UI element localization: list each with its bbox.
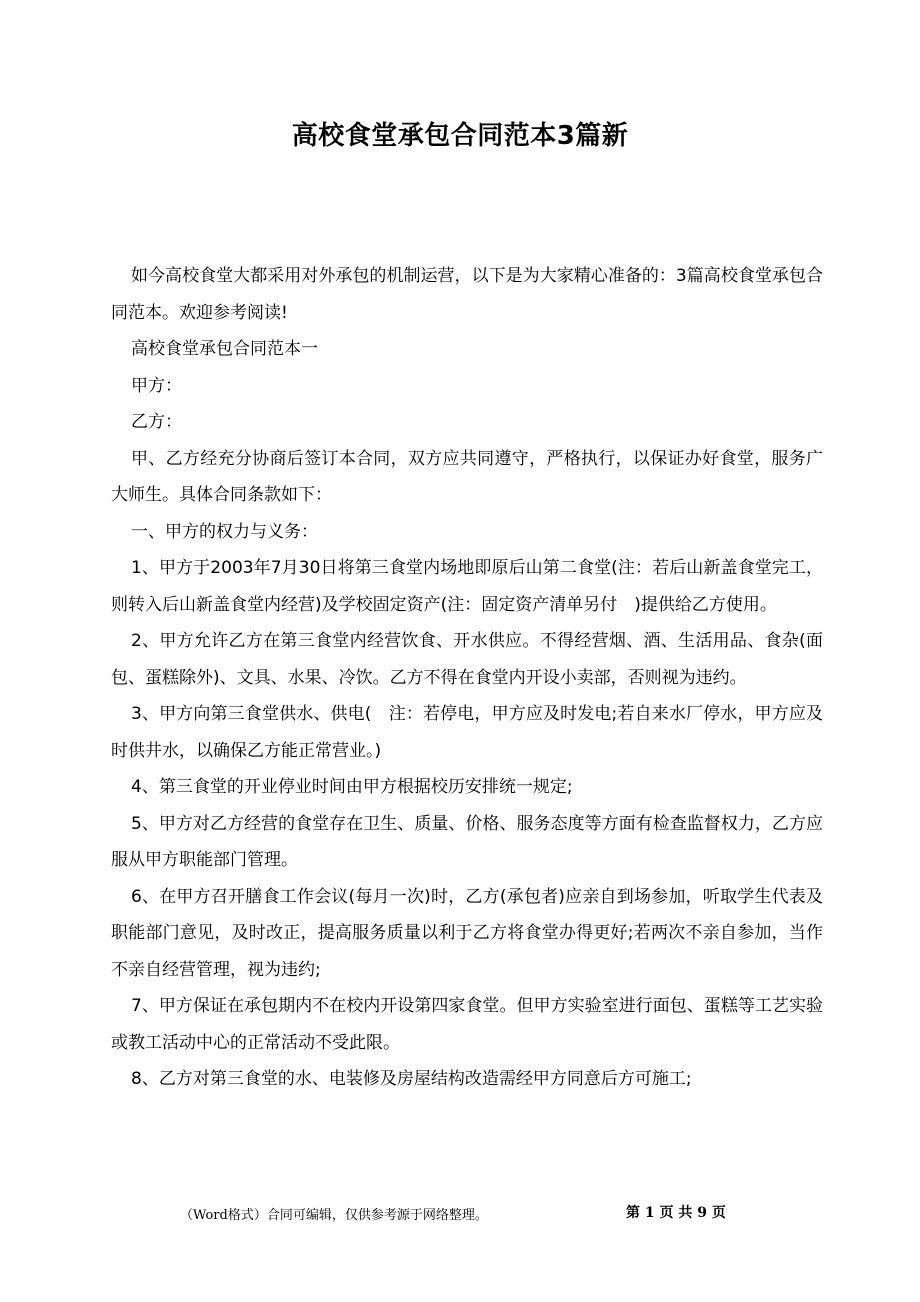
paragraph-clause-2: 2、甲方允许乙方在第三食堂内经营饮食、开水供应。不得经营烟、酒、生活用品、食杂(面包、蛋糕除外)、文具、水果、冷饮。乙方不得在食堂内开设小卖部，否则视为违约。	[111, 631, 823, 688]
document-body	[111, 258, 823, 1098]
paragraph-party-b: 乙方：	[131, 412, 182, 432]
paragraph-clause-1: 1、甲方于2003年7月30日将第三食堂内场地即原后山第二食堂(注：若后山新盖食堂完工，则转入后山新盖食堂内经营)及学校固定资产(注：固定资产清单另付 )提供给乙方使用。	[111, 558, 823, 615]
paragraph-section-heading: 高校食堂承包合同范本一	[131, 339, 318, 359]
footer-note: （Word格式）合同可编辑，仅供参考源于网络整理。	[180, 1208, 488, 1223]
paragraph-clause-6: 6、在甲方召开膳食工作会议(每月一次)时，乙方(承包者)应亲自到场参加，听取学生代表及职能部门意见，及时改正，提高服务质量以利于乙方将食堂办得更好;若两次不亲自参加，当作不亲自经营管理，视为违约;	[111, 886, 823, 980]
paragraph-intro: 如今高校食堂大都采用对外承包的机制运营，以下是为大家精心准备的：3篇高校食堂承包合同范本。欢迎参考阅读!	[111, 266, 823, 323]
paragraph-clause-heading: 一、甲方的权力与义务：	[131, 521, 318, 542]
paragraph-preamble: 甲、乙方经充分协商后签订本合同，双方应共同遵守，严格执行，以保证办好食堂，服务广大师生。具体合同条款如下：	[111, 448, 823, 505]
paragraph-clause-3: 3、甲方向第三食堂供水、供电( 注：若停电，甲方应及时发电;若自来水厂停水，甲方应及时供井水，以确保乙方能正常营业。)	[111, 704, 823, 761]
paragraph-clause-7: 7、甲方保证在承包期内不在校内开设第四家食堂。但甲方实验室进行面包、蛋糕等工艺实验或教工活动中心的正常活动不受此限。	[111, 996, 823, 1053]
paragraph-clause-5: 5、甲方对乙方经营的食堂存在卫生、质量、价格、服务态度等方面有检查监督权力，乙方应服从甲方职能部门管理。	[111, 813, 823, 870]
page-indicator: 第 1 页 共 9 页	[626, 1205, 726, 1221]
paragraph-party-a: 甲方：	[131, 375, 182, 396]
paragraph-clause-8: 8、乙方对第三食堂的水、电装修及房屋结构改造需经甲方同意后方可施工;	[131, 1069, 692, 1089]
document-title: 高校食堂承包合同范本3篇新	[291, 121, 629, 151]
paragraph-clause-4: 4、第三食堂的开业停业时间由甲方根据校历安排统一规定;	[131, 777, 573, 797]
